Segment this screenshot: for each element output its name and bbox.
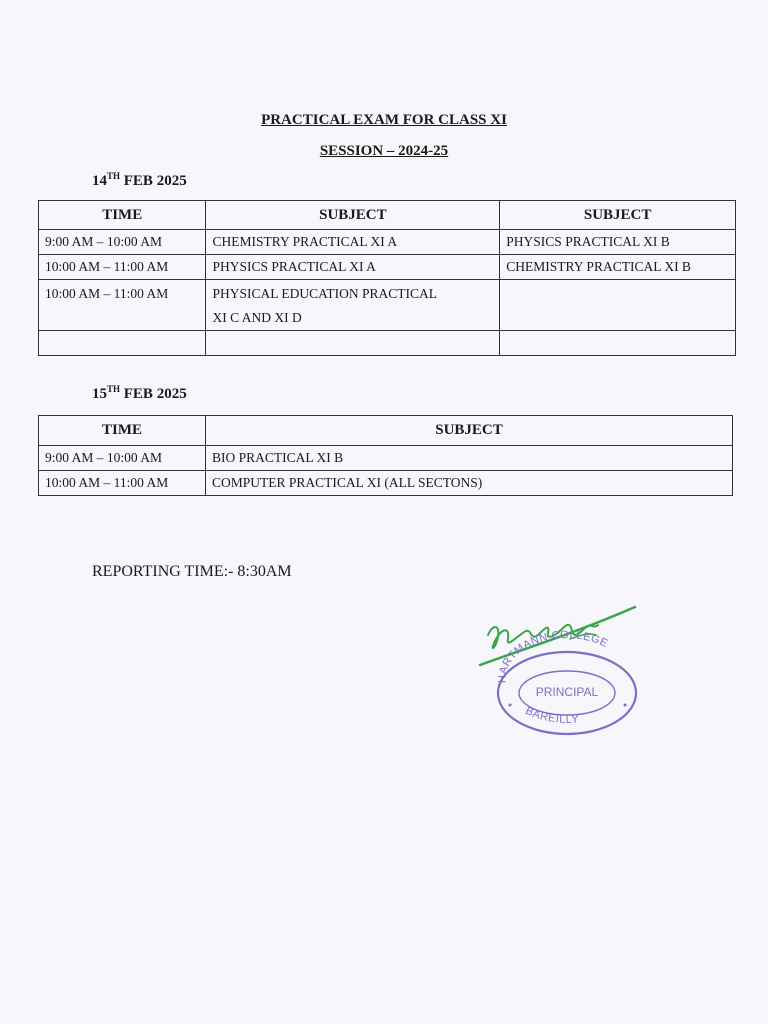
stamp-center-text: PRINCIPAL [535, 685, 599, 699]
table-row-empty [39, 331, 736, 356]
principal-signature-stamp [470, 595, 650, 740]
time-cell [39, 331, 206, 356]
column-header-subject: SUBJECT [500, 201, 736, 230]
time-cell: 10:00 AM – 11:00 AM [39, 471, 206, 496]
session-heading: SESSION – 2024-25 [319, 143, 449, 159]
subject-cell: CHEMISTRY PRACTICAL XI A [206, 230, 500, 255]
date-heading-day1: 14TH FEB 2025 [92, 171, 187, 189]
time-cell: 10:00 AM – 11:00 AM [39, 255, 206, 280]
time-cell: 10:00 AM – 11:00 AM [39, 280, 206, 331]
subject-cell: COMPUTER PRACTICAL XI (ALL SECTONS) [206, 471, 733, 496]
subject-cell: PHYSICS PRACTICAL XI A [206, 255, 500, 280]
schedule-table-day1 [38, 200, 736, 356]
column-header-subject: SUBJECT [206, 201, 500, 230]
column-header-time: TIME [39, 201, 206, 230]
table-header-row [39, 201, 736, 230]
subject-cell: BIO PRACTICAL XI B [206, 446, 733, 471]
table-row [39, 471, 733, 496]
document-title: PRACTICAL EXAM FOR CLASS XI [261, 112, 507, 128]
subject-cell [500, 280, 736, 331]
table-row [39, 280, 736, 331]
column-header-subject: SUBJECT [206, 416, 733, 446]
subject-cell: PHYSICAL EDUCATION PRACTICAL XI C AND XI D [206, 280, 500, 331]
time-cell: 9:00 AM – 10:00 AM [39, 446, 206, 471]
subject-cell: PHYSICS PRACTICAL XI B [500, 230, 736, 255]
subject-cell [500, 331, 736, 356]
subject-cell: CHEMISTRY PRACTICAL XI B [500, 255, 736, 280]
table-row [39, 446, 733, 471]
column-header-time: TIME [39, 416, 206, 446]
schedule-table-day2 [38, 415, 733, 496]
date-heading-day2: 15TH FEB 2025 [92, 384, 187, 402]
svg-text:BAREILLY: BAREILLY [523, 704, 580, 726]
table-row [39, 255, 736, 280]
time-cell: 9:00 AM – 10:00 AM [39, 230, 206, 255]
reporting-time: REPORTING TIME:- 8:30AM [92, 563, 292, 580]
svg-text:HARTMANN COLLEGE: HARTMANN COLLEGE [496, 629, 610, 684]
table-row [39, 230, 736, 255]
stamp-graphic [470, 595, 650, 740]
subject-cell [206, 331, 500, 356]
table-header-row [39, 416, 733, 446]
